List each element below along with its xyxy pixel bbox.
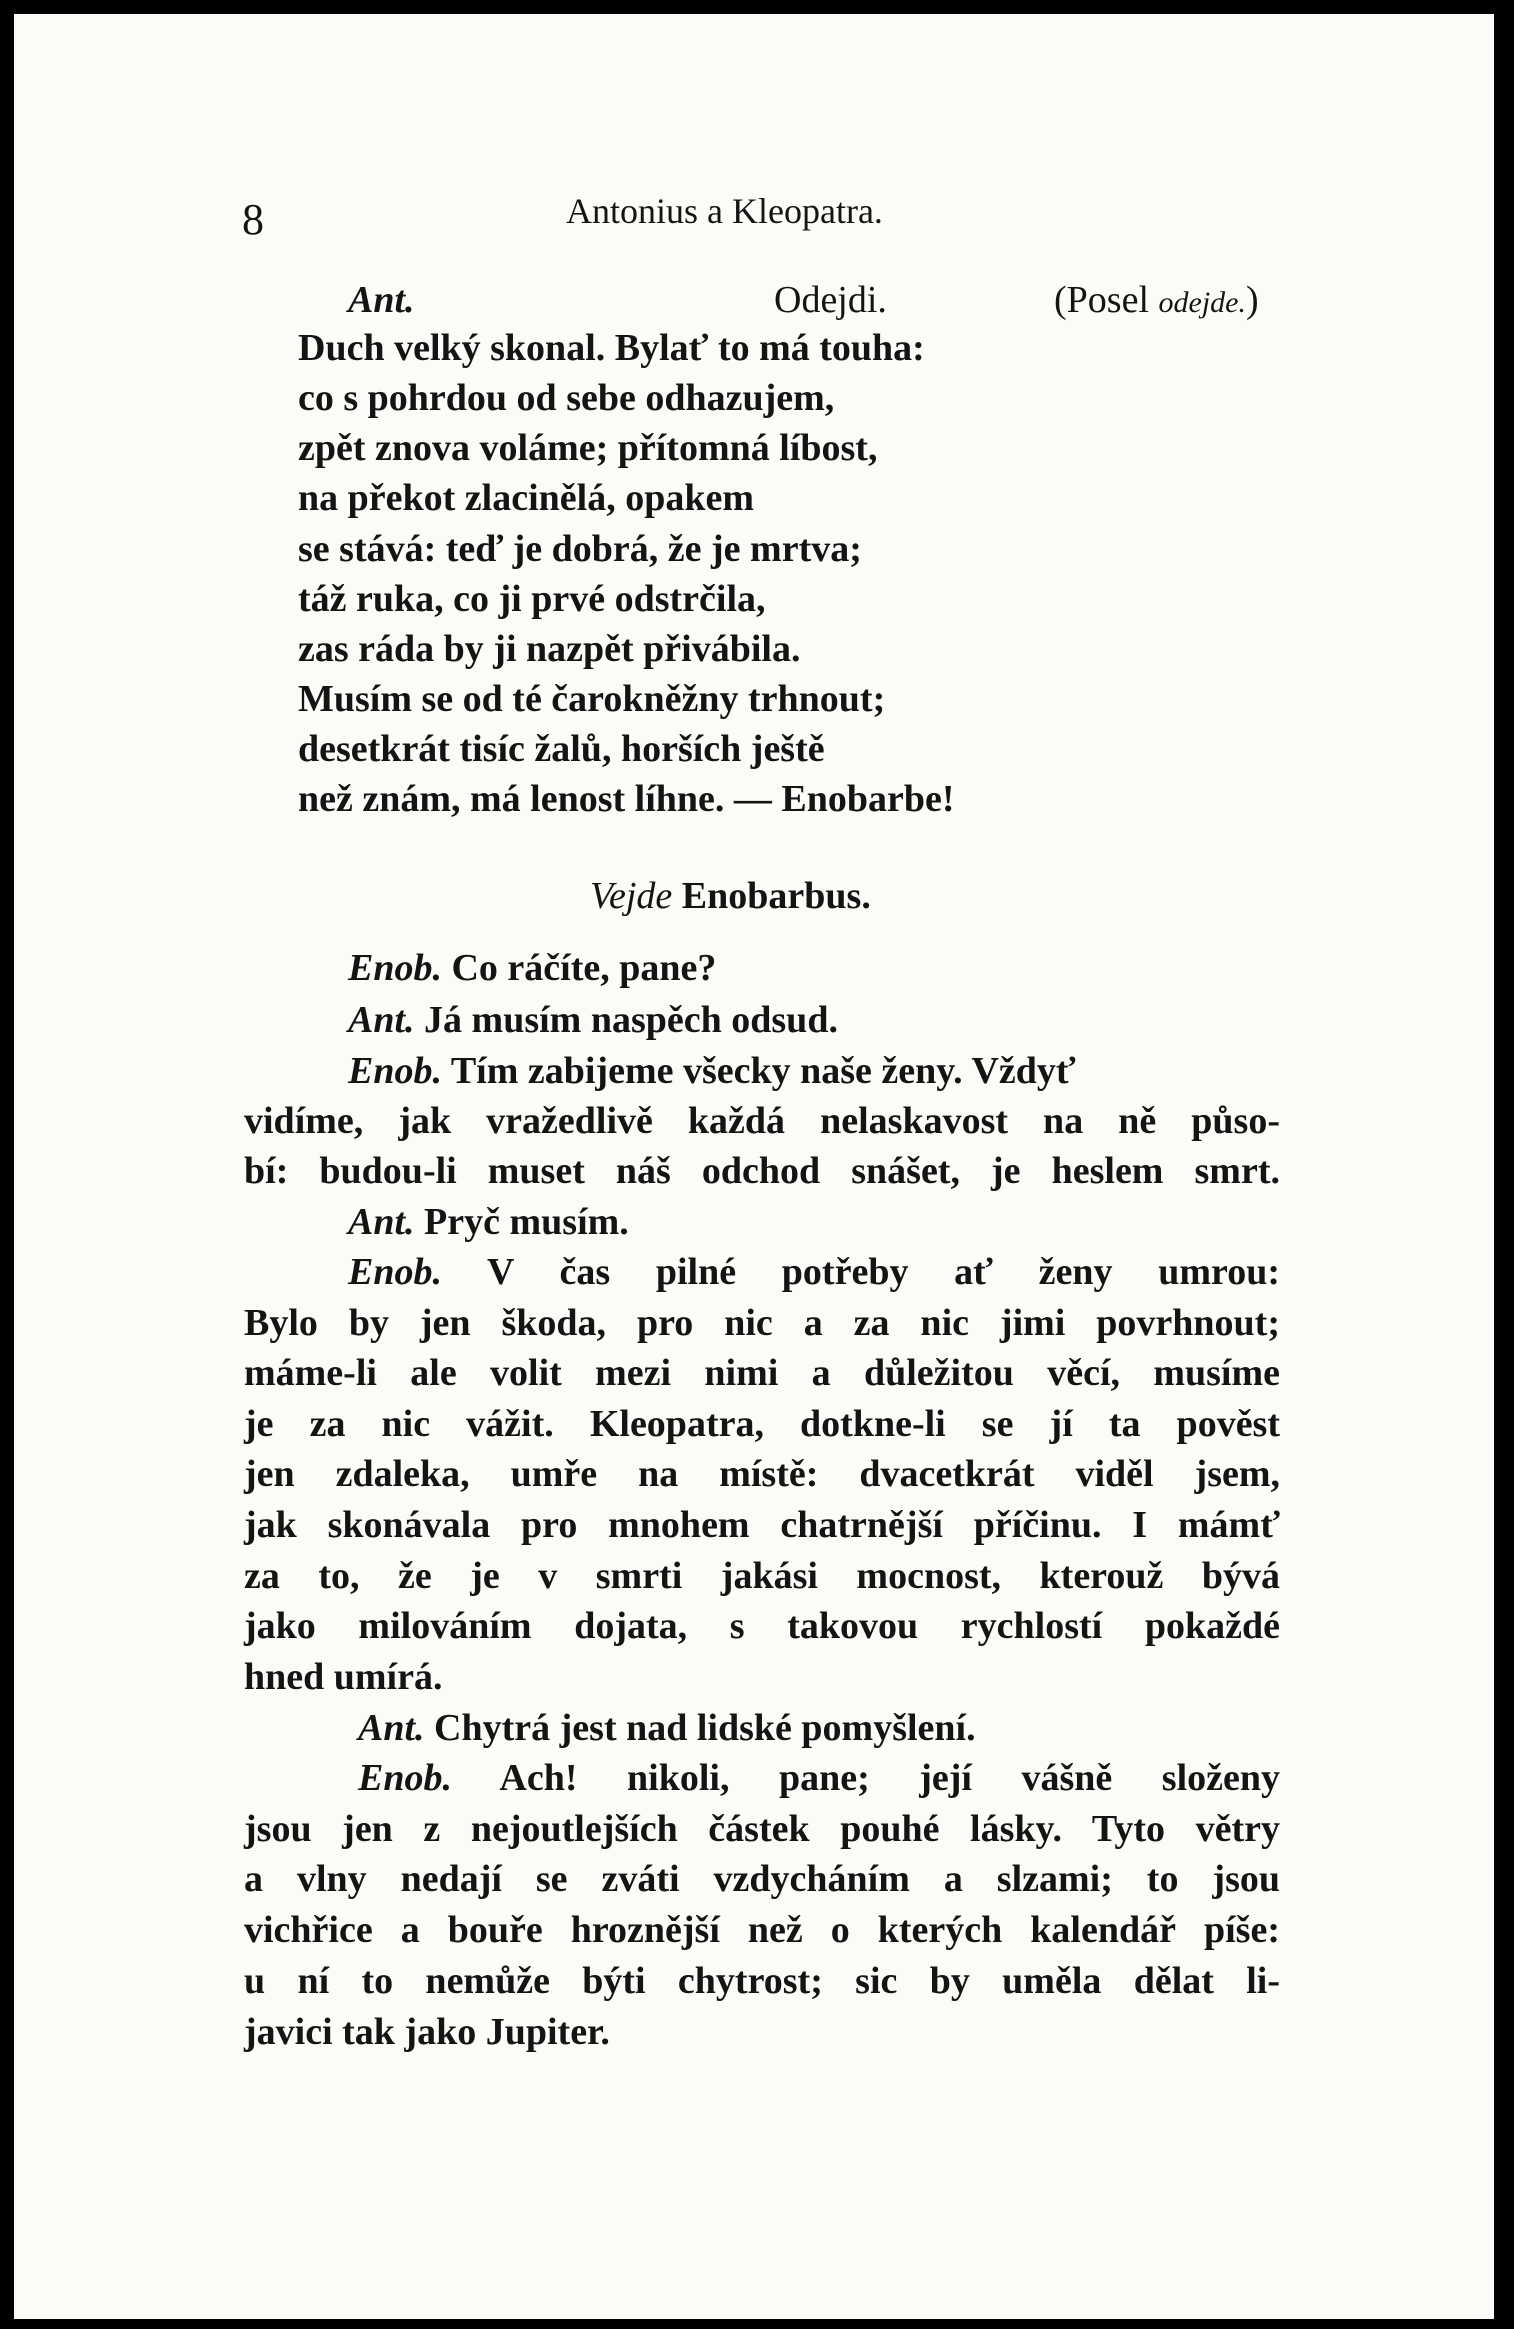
verse-line: zas ráda by ji nazpět přivábila. bbox=[298, 628, 801, 670]
dialogue-line: za to, že je v smrti jakási mocnost, kterouž bývá bbox=[244, 1555, 1280, 1597]
dialogue-line: Bylo by jen škoda, pro nic a za nic jimi povrhnout; bbox=[244, 1302, 1280, 1344]
verse-line: táž ruka, co ji prvé odstrčila, bbox=[298, 578, 766, 620]
verse-intro-speaker-line bbox=[348, 276, 415, 324]
verse-line: se stává: teď je dobrá, že je mrtva; bbox=[298, 528, 862, 570]
dialogue-line: jako milováním dojata, s takovou rychlostí pokaždé bbox=[244, 1605, 1280, 1647]
verse-line: na překot zlacinělá, opakem bbox=[298, 477, 754, 519]
dialogue-line: vichřice a bouře hroznější než o kterých kalendář píše: bbox=[244, 1909, 1280, 1951]
dialogue-line: javici tak jako Jupiter. bbox=[244, 2011, 610, 2053]
page-number: 8 bbox=[242, 195, 264, 244]
dialogue-line: bí: budou-li muset náš odchod snášet, je heslem smrt. bbox=[244, 1150, 1280, 1192]
dialogue-line: Ant. Já musím naspěch odsud. bbox=[348, 999, 838, 1041]
dialogue-line: Ant. Pryč musím. bbox=[348, 1201, 629, 1243]
verse-line: Duch velký skonal. Bylať to má touha: bbox=[298, 327, 925, 369]
book-page bbox=[14, 14, 1494, 2319]
dialogue-line: Enob. Ach! nikoli, pane; její vášně složeny bbox=[358, 1757, 1281, 1799]
verse-line: co s pohrdou od sebe odhazujem, bbox=[298, 377, 835, 419]
dialogue-line: hned umírá. bbox=[244, 1656, 443, 1698]
dialogue-line: vidíme, jak vražedlivě každá nelaskavost na ně půso- bbox=[244, 1100, 1280, 1142]
running-title: Antonius a Kleopatra. bbox=[566, 191, 883, 231]
stage-direction-enter: Vejde Enobarbus. bbox=[590, 875, 871, 917]
dialogue-line: Ant. Chytrá jest nad lidské pomyšlení. bbox=[358, 1707, 976, 1749]
verse-line: desetkrát tisíc žalů, horších ještě bbox=[298, 728, 825, 770]
dialogue-line: Enob. Tím zabijeme všecky naše ženy. Vždyť bbox=[348, 1050, 1076, 1092]
dialogue-line: jen zdaleka, umře na místě: dvacetkrát viděl jsem, bbox=[244, 1453, 1280, 1495]
verse-line: zpět znova voláme; přítomná líbost, bbox=[298, 427, 878, 469]
dialogue-line: máme-li ale volit mezi nimi a důležitou věcí, musíme bbox=[244, 1352, 1280, 1394]
dialogue-line: jsou jen z nejoutlejších částek pouhé lásky. Tyto větry bbox=[244, 1808, 1280, 1850]
dialogue-line: a vlny nedají se zváti vzdycháním a slzami; to jsou bbox=[244, 1858, 1280, 1900]
dialogue-line: jak skonávala pro mnohem chatrnější příčinu. I mámť bbox=[244, 1504, 1280, 1546]
dialogue-line: je za nic vážit. Kleopatra, dotkne-li se jí ta pověst bbox=[244, 1403, 1280, 1445]
dialogue-line: Enob. V čas pilné potřeby ať ženy umrou: bbox=[348, 1251, 1280, 1293]
stage-direction-exit: (Posel odejde.) bbox=[1054, 279, 1259, 321]
verse-line: Musím se od té čarokněžny trhnout; bbox=[298, 678, 886, 720]
speaker-label: Ant. bbox=[348, 279, 415, 321]
verse-line: než znám, má lenost líhne. — Enobarbe! bbox=[298, 778, 955, 820]
dialogue-line: u ní to nemůže býti chytrost; sic by uměla dělat li- bbox=[244, 1960, 1280, 2002]
verse-intro-text: Odejdi. bbox=[774, 279, 887, 321]
dialogue-line: Enob. Co ráčíte, pane? bbox=[348, 947, 717, 989]
